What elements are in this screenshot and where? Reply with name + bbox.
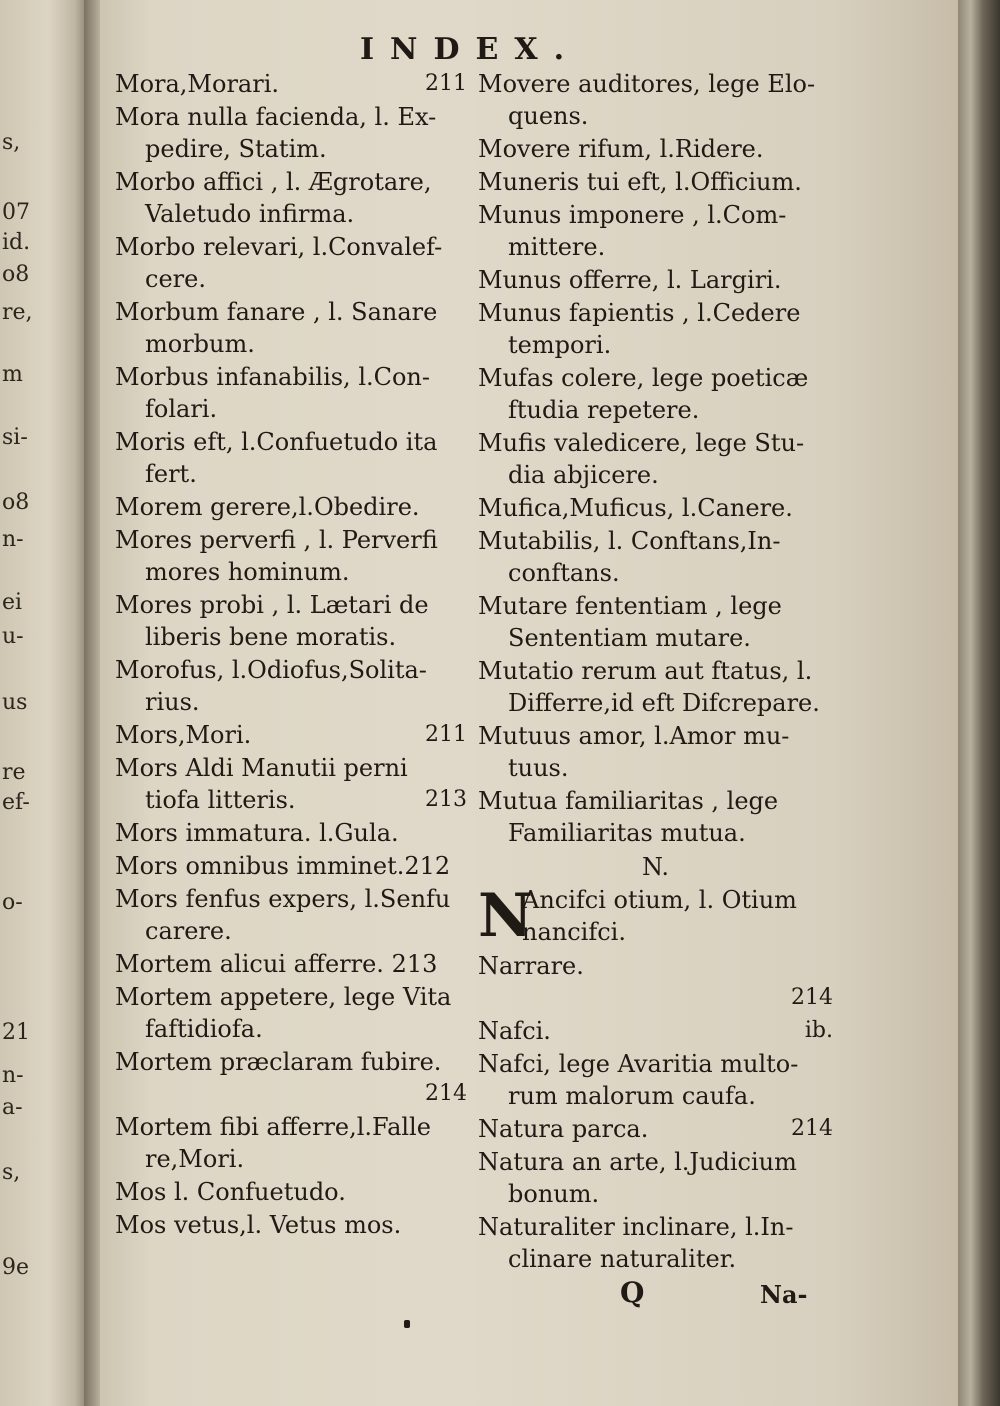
entry-line2: conftans.	[508, 559, 620, 587]
margin-fragment: o-	[2, 890, 23, 915]
entry-line2: cere.	[145, 265, 206, 293]
index-entry	[115, 101, 467, 166]
signature-mark: Q	[620, 1276, 645, 1309]
entry-line1: Mos vetus,l. Vetus mos.	[115, 1211, 402, 1239]
index-entry	[115, 296, 467, 361]
entry-line2: Sententiam mutare.	[508, 624, 751, 652]
margin-fragment: id.	[2, 230, 31, 255]
entry-line1: Natura parca.	[478, 1115, 649, 1143]
margin-fragment: m	[2, 362, 23, 387]
margin-fragment: o8	[2, 490, 30, 515]
entry-line2: tempori.	[508, 331, 612, 359]
index-entry	[115, 883, 467, 948]
margin-fragment: ef-	[2, 790, 30, 815]
index-entry	[115, 948, 467, 981]
entry-line1: Mutatio rerum aut ftatus, l.	[478, 657, 813, 685]
entry-line2: Valetudo infirma.	[145, 200, 355, 228]
entry-line1: Mores perverfi , l. Perverfi	[115, 526, 438, 554]
index-entry	[115, 589, 467, 654]
entry-line2: Differre,id eft Difcrepare.	[508, 689, 820, 717]
entry-line2: mores hominum.	[145, 558, 350, 586]
index-entry	[115, 654, 467, 719]
index-entry	[115, 850, 467, 883]
page-number: 214	[425, 1081, 467, 1106]
margin-fragment: us	[2, 690, 28, 715]
right-n-entries	[478, 950, 833, 1276]
entry-line2: re,Mori.	[145, 1145, 245, 1173]
entry-line1: Morofus, l.Odiofus,Solita-	[115, 656, 427, 684]
entry-line2: clinare naturaliter.	[508, 1245, 737, 1273]
right-m-entries	[478, 68, 833, 850]
page-number: 214	[791, 1116, 833, 1141]
entry-line1: Nafci.	[478, 1017, 551, 1045]
index-entry	[478, 492, 833, 525]
index-entry	[478, 362, 833, 427]
entry-line1: Morbo affici , l. Ægrotare,	[115, 168, 432, 196]
margin-fragment: 21	[2, 1020, 30, 1045]
entry-line2: nancifci.	[522, 918, 626, 946]
entry-line2: rum malorum caufa.	[508, 1082, 756, 1110]
index-entry	[478, 166, 833, 199]
entry-line1: Muneris tui eft, l.Officium.	[478, 168, 802, 196]
margin-fragment: a-	[2, 1095, 23, 1120]
index-entry	[478, 427, 833, 492]
entry-line2: morbum.	[145, 330, 255, 358]
entry-line1: Mutuus amor, l.Amor mu-	[478, 722, 790, 750]
entry-line1: Mores probi , l. Lætari de	[115, 591, 429, 619]
entry-line1: Mutare fententiam , lege	[478, 592, 782, 620]
entry-line1: Morem gerere,l.Obedire.	[115, 493, 420, 521]
entry-line2: tiofa litteris.	[145, 786, 296, 814]
entry-line2: folari.	[145, 395, 218, 423]
entry-line1: Mufica,Muficus, l.Canere.	[478, 494, 793, 522]
entry-line1: Mufas colere, lege poeticæ	[478, 364, 809, 392]
index-entry	[478, 1015, 833, 1048]
index-entry	[115, 719, 467, 752]
entry-line1: Mos l. Confuetudo.	[115, 1178, 346, 1206]
entry-line1: Mors fenfus expers, l.Senfu	[115, 885, 451, 913]
index-entry	[478, 1048, 833, 1113]
entry-line1: Movere auditores, lege Elo-	[478, 70, 816, 98]
index-entry	[478, 199, 833, 264]
index-entry	[478, 1146, 833, 1211]
margin-fragment: n-	[2, 1063, 24, 1088]
entry-line2: faftidiofa.	[145, 1015, 263, 1043]
entry-line1: Morbo relevari, l.Convalef-	[115, 233, 443, 261]
entry-line1: Movere rifum, l.Ridere.	[478, 135, 764, 163]
entry-line1: Mors,Mori.	[115, 721, 252, 749]
page-number: 213	[425, 787, 467, 812]
entry-line2: pedire, Statim.	[145, 135, 327, 163]
entry-line2: liberis bene moratis.	[145, 623, 397, 651]
entry-line2: quens.	[508, 102, 589, 130]
entry-line1: Mortem præclaram fubire.	[115, 1048, 442, 1076]
left-index-column	[115, 68, 467, 1242]
margin-fragment: ei	[2, 590, 23, 615]
margin-fragment: s,	[2, 130, 21, 155]
index-entry	[115, 817, 467, 850]
entry-line1: Mufis valedicere, lege Stu-	[478, 429, 805, 457]
index-entry	[478, 525, 833, 590]
margin-fragment: 9e	[2, 1255, 30, 1280]
entry-line1: Munus imponere , l.Com-	[478, 201, 787, 229]
entry-line2: mittere.	[508, 233, 606, 261]
entry-line2: carere.	[145, 917, 232, 945]
page-number: 214	[791, 985, 833, 1010]
entry-line2: Familiaritas mutua.	[508, 819, 746, 847]
margin-fragment: re,	[2, 300, 33, 325]
index-entry	[478, 133, 833, 166]
entry-line2: fert.	[145, 460, 197, 488]
entry-line1: Natura an arte, l.Judicium	[478, 1148, 797, 1176]
margin-fragment: 07	[2, 200, 30, 225]
index-entry	[115, 426, 467, 491]
index-entry	[115, 491, 467, 524]
entry-line2: ftudia repetere.	[508, 396, 700, 424]
index-entry	[478, 950, 833, 1015]
margin-fragment: n-	[2, 527, 24, 552]
entry-line1: Mora nulla facienda, l. Ex-	[115, 103, 437, 131]
index-entry	[478, 590, 833, 655]
index-entry	[115, 1046, 467, 1111]
margin-fragment: u-	[2, 624, 24, 649]
page-number: ib.	[804, 1018, 833, 1043]
index-entry	[115, 1176, 467, 1209]
index-entry	[478, 68, 833, 133]
margin-fragment: o8	[2, 262, 30, 287]
entry-line1: Mortem appetere, lege Vita	[115, 983, 452, 1011]
margin-fragment: s,	[2, 1160, 21, 1185]
entry-line1: Munus fapientis , l.Cedere	[478, 299, 801, 327]
catchword: Na-	[760, 1280, 808, 1309]
index-entry	[478, 655, 833, 720]
entry-line1: Mora,Morari.	[115, 70, 280, 98]
index-entry	[478, 297, 833, 362]
page-edge-right	[958, 0, 1000, 1406]
index-entry	[115, 68, 467, 101]
entry-line2: tuus.	[508, 754, 569, 782]
dropcap-entry	[478, 881, 833, 951]
index-entry	[478, 1211, 833, 1276]
page-title: INDEX.	[360, 32, 581, 67]
entry-line1: Mors immatura. l.Gula.	[115, 819, 399, 847]
entry-line1: Morbum fanare , l. Sanare	[115, 298, 438, 326]
entry-line2: dia abjicere.	[508, 461, 659, 489]
index-entry	[478, 1113, 833, 1146]
index-entry	[478, 264, 833, 297]
section-letter-n: N.	[641, 853, 670, 881]
margin-fragment: re	[2, 760, 26, 785]
entry-line1: Ancifci otium, l. Otium	[522, 886, 797, 914]
index-entry	[115, 166, 467, 231]
index-entry	[115, 231, 467, 296]
entry-line1: Nafci, lege Avaritia multo-	[478, 1050, 799, 1078]
entry-line1: Mortem fibi afferre,l.Falle	[115, 1113, 431, 1141]
entry-line1: Munus offerre, l. Largiri.	[478, 266, 782, 294]
index-entry	[478, 720, 833, 785]
ink-dot	[404, 1320, 410, 1328]
entry-line1: Moris eft, l.Confuetudo ita	[115, 428, 438, 456]
dropcap-letter: N	[478, 881, 533, 951]
entry-line2: rius.	[145, 688, 200, 716]
entry-line1: Mortem alicui afferre. 213	[115, 950, 438, 978]
index-entry	[115, 1111, 467, 1176]
page-number: 211	[425, 71, 467, 96]
index-entry	[115, 1209, 467, 1242]
index-entry	[115, 524, 467, 589]
index-entry	[115, 752, 467, 817]
entry-line1: Mors Aldi Manutii perni	[115, 754, 408, 782]
entry-line1: Naturaliter inclinare, l.In-	[478, 1213, 794, 1241]
entry-line1: Mors omnibus imminet.212	[115, 852, 451, 880]
entry-line1: Mutua familiaritas , lege	[478, 787, 779, 815]
index-entry	[115, 361, 467, 426]
index-entry	[478, 785, 833, 850]
entry-line1: Narrare.	[478, 952, 584, 980]
entry-line1: Mutabilis, l. Conftans,In-	[478, 527, 781, 555]
margin-fragment: si-	[2, 425, 28, 450]
entry-line1: Morbus infanabilis, l.Con-	[115, 363, 430, 391]
index-entry	[115, 981, 467, 1046]
page-number: 211	[425, 722, 467, 747]
entry-line2: bonum.	[508, 1180, 600, 1208]
right-index-column	[478, 68, 833, 1276]
